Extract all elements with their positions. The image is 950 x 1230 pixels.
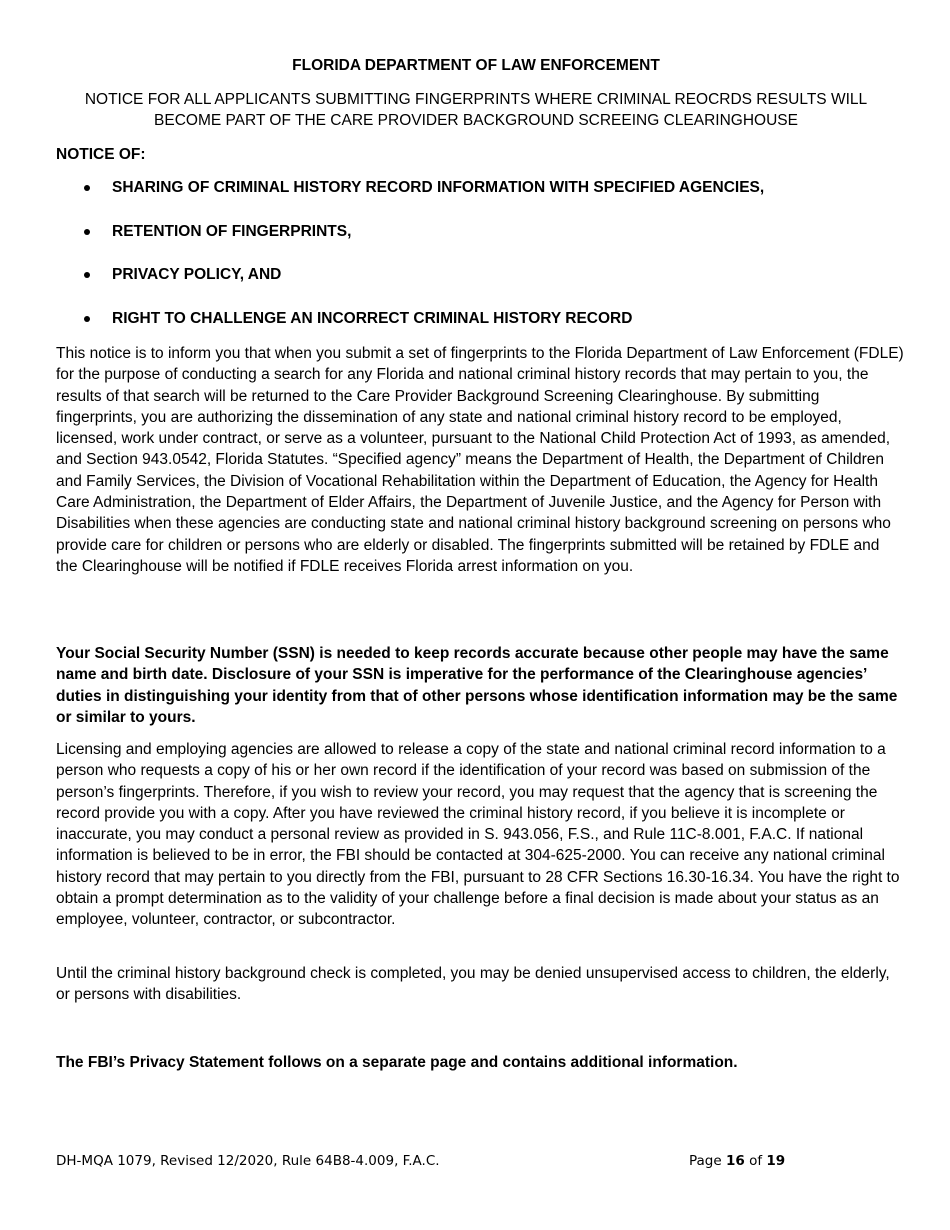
page-of-label: of: [749, 1153, 763, 1169]
notice-heading: NOTICE OF:: [56, 146, 146, 163]
page-title: FLORIDA DEPARTMENT OF LAW ENFORCEMENT: [292, 57, 660, 74]
notice-paragraph: This notice is to inform you that when you submit a set of fingerprints to the Florida Department of Law Enforcement (FDLE) for the purpose of conducting a search for any Florida and national criminal history records that may pertain to you, the results of that search will be returned to the Care Provider Background Screening Clearinghouse. By submitting fingerprints, you are authorizing the dissemination of any state and national criminal history record to be employed, licensed, work under contract, or serve as a volunteer, pursuant to the National Child Protection Act of 1993, as amended, and Section 943.0542, Florida Statutes. “Specified agency” means the Department of Health, the Department of Children and Family Services, the Division of Vocational Rehabilitation within the Department of Education, the Agency for Health Care Administration, the Department of Elder Affairs, the Department of Juvenile Justice, and the Agency for Person with Disabilities when these agencies are conducting state and national criminal history background screening on persons who provide care for children or persons who are elderly or disabled. The fingerprints submitted will be retained by FDLE and the Clearinghouse will be notified if FDLE receives Florida arrest information on you.: [56, 345, 904, 575]
list-item-text: RIGHT TO CHALLENGE AN INCORRECT CRIMINAL HISTORY RECORD: [112, 309, 633, 327]
privacy-statement-paragraph: The FBI’s Privacy Statement follows on a separate page and contains additional information.: [56, 1054, 738, 1071]
page-label: Page: [689, 1153, 722, 1169]
bullet-icon: [84, 272, 90, 278]
page-current: 16: [725, 1153, 745, 1169]
bullet-icon: [84, 229, 90, 235]
page-subtitle: NOTICE FOR ALL APPLICANTS SUBMITTING FINGERPRINTS WHERE CRIMINAL REOCRDS RESULTS WILL BECOME PART OF THE CARE PROVIDER BACKGROUND SCREEING CLEARINGHOUSE: [84, 91, 868, 129]
list-item-text: RETENTION OF FINGERPRINTS,: [112, 222, 352, 240]
bullet-icon: [84, 185, 90, 191]
bullet-icon: [84, 316, 90, 322]
list-item: [56, 265, 896, 309]
list-item: [56, 222, 896, 266]
ssn-paragraph: Your Social Security Number (SSN) is needed to keep records accurate because other people may have the same name and birth date. Disclosure of your SSN is imperative for the performance of the Clearinghouse agencies’ duties in distinguishing your identity from that of other persons whose identification information may be the same or similar to yours.: [56, 645, 898, 726]
list-item: [56, 178, 896, 222]
list-item-text: PRIVACY POLICY, AND: [112, 266, 282, 283]
list-item-text: SHARING OF CRIMINAL HISTORY RECORD INFORMATION WITH SPECIFIED AGENCIES,: [112, 179, 765, 196]
page-total: 19: [766, 1153, 786, 1169]
notice-list: [56, 178, 896, 352]
record-review-paragraph: Licensing and employing agencies are allowed to release a copy of the state and national criminal record information to a person who requests a copy of his or her own record if the identification of your record was based on submission of the person’s fingerprints. Therefore, if you wish to review your record, you may request that the agency that is screening the record provide you with a copy. After you have reviewed the criminal history record, if you believe it is incomplete or inaccurate, you may conduct a personal review as provided in S. 943.056, F.S., and Rule 11C-8.001, F.A.C. If national information is believed to be in error, the FBI should be contacted at 304-625-2000. You can receive any national criminal history record that may pertain to you directly from the FBI, pursuant to 28 CFR Sections 16.30-16.34. You have the right to obtain a prompt determination as to the validity of your challenge before a final decision is made about your status as an employee, volunteer, contractor, or subcontractor.: [56, 741, 900, 929]
page-number: [689, 1152, 785, 1170]
access-paragraph: Until the criminal history background check is completed, you may be denied unsupervised access to children, the elderly, or persons with disabilities.: [56, 965, 890, 1004]
form-identifier: DH-MQA 1079, Revised 12/2020, Rule 64B8-4.009, F.A.C.: [56, 1153, 440, 1169]
